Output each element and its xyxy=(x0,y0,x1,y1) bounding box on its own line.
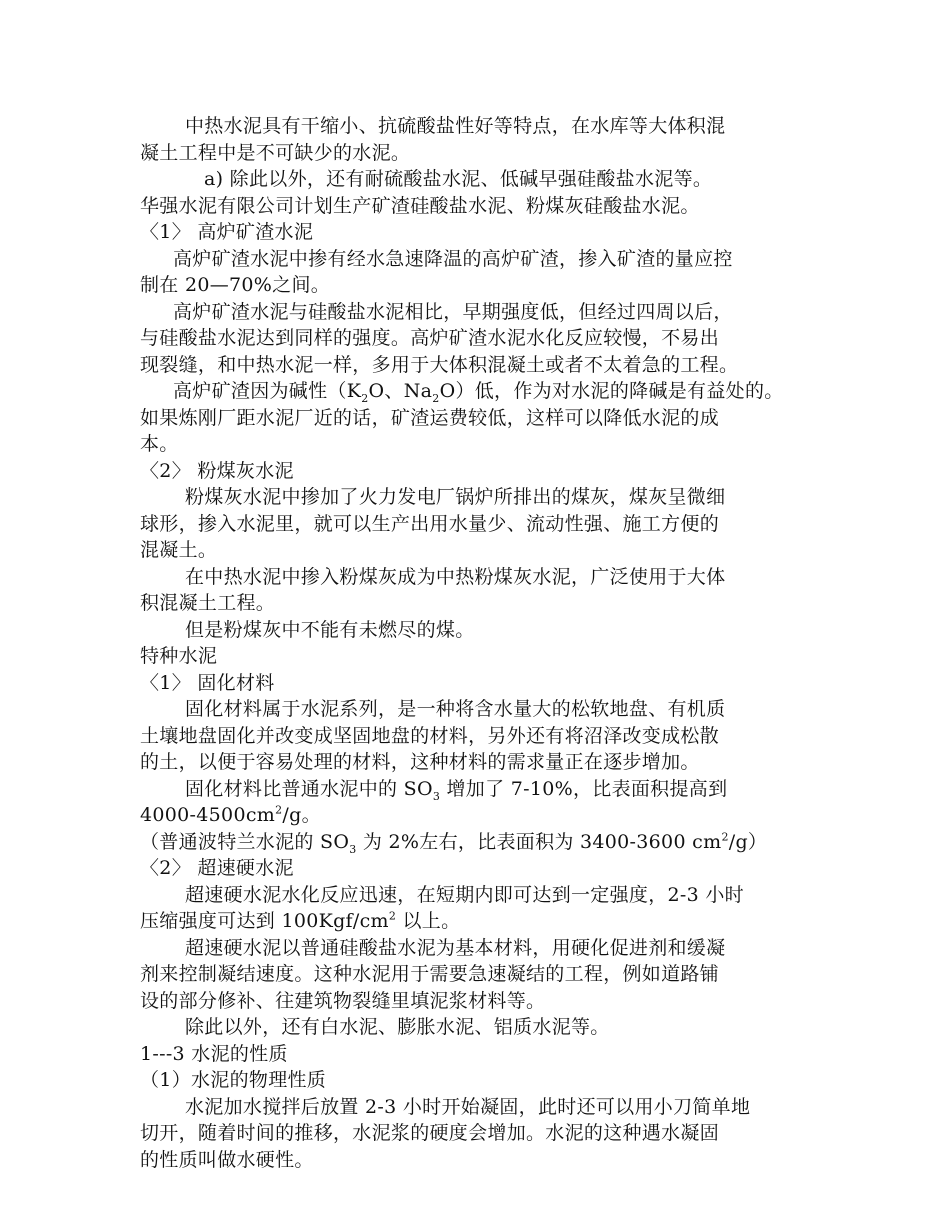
text-line xyxy=(140,643,812,670)
text-line xyxy=(140,988,812,1015)
text-segment: 的土，以便于容易处理的材料，这种材料的需求量正在逐步增加。 xyxy=(140,751,700,773)
text-segment: 本。 xyxy=(140,433,179,455)
text-segment: 在中热水泥中掺入粉煤灰成为中热粉煤灰水泥，广泛使用于大体 xyxy=(185,565,726,588)
superscript: 2 xyxy=(275,803,283,817)
text-line xyxy=(140,564,812,591)
text-line xyxy=(140,670,812,697)
text-line xyxy=(140,617,812,644)
text-line xyxy=(140,749,812,776)
text-line xyxy=(140,166,812,193)
text-line xyxy=(140,723,812,750)
text-line xyxy=(140,1067,812,1094)
text-line xyxy=(140,458,812,485)
text-segment: O、Na xyxy=(368,380,433,402)
subscript: 3 xyxy=(432,789,441,803)
text-line xyxy=(140,537,812,564)
text-line xyxy=(140,405,812,432)
text-line xyxy=(140,511,812,538)
text-segment: 的性质叫做水硬性。 xyxy=(140,1148,314,1171)
text-line xyxy=(140,829,812,856)
text-segment: 除此以外，还有白水泥、膨胀水泥、铝质水泥等。 xyxy=(185,1016,610,1038)
text-segment: 水泥加水搅拌后放置 2-3 小时开始凝固，此时还可以用小刀简单地 xyxy=(185,1095,751,1118)
text-line xyxy=(140,696,812,723)
superscript: 2 xyxy=(388,909,397,923)
text-segment: 土壤地盘固化并改变成坚固地盘的材料，另外还有将沼泽改变成松散 xyxy=(140,724,720,747)
text-line xyxy=(140,1094,812,1121)
text-line xyxy=(140,272,812,299)
text-segment: O）低，作为对水泥的降碱是有益处的。 xyxy=(439,380,784,402)
text-line xyxy=(140,193,812,220)
text-segment: 积混凝土工程。 xyxy=(140,592,276,614)
text-line xyxy=(140,113,812,140)
text-segment: 增加了 7-10%，比表面积提高到 xyxy=(440,777,728,800)
text-line xyxy=(140,1041,812,1068)
text-line xyxy=(140,908,812,935)
text-segment: 与硅酸盐水泥达到同样的强度。高炉矿渣水泥水化反应较慢，不易出 xyxy=(140,327,720,349)
text-segment: 为 2%左右，比表面积为 3400-3600 cm xyxy=(356,830,722,853)
text-segment: 制在 20—70%之间。 xyxy=(140,274,331,296)
text-segment: 混凝土。 xyxy=(140,539,218,561)
text-line xyxy=(140,961,812,988)
text-line xyxy=(140,1147,812,1174)
text-line xyxy=(140,299,812,326)
text-segment: 高炉矿渣水泥与硅酸盐水泥相比，早期强度低，但经过四周以后， xyxy=(173,300,733,323)
text-line xyxy=(140,431,812,458)
text-line xyxy=(140,246,812,273)
text-segment: 但是粉煤灰中不能有未燃尽的煤。 xyxy=(185,618,475,641)
text-segment: 粉煤灰水泥中掺加了火力发电厂锅炉所排出的煤灰，煤灰呈微细 xyxy=(185,486,726,508)
text-line xyxy=(140,325,812,352)
text-segment: /g。 xyxy=(282,804,321,826)
text-segment: （普通波特兰水泥的 SO xyxy=(140,830,350,853)
text-segment: 超速硬水泥水化反应迅速，在短期内即可达到一定强度，2-3 小时 xyxy=(185,883,744,906)
superscript: 2 xyxy=(721,830,729,844)
text-segment: （1）水泥的物理性质 xyxy=(140,1069,327,1091)
text-segment: 〈1〉 高炉矿渣水泥 xyxy=(140,221,314,243)
text-segment: 〈1〉 固化材料 xyxy=(140,671,275,694)
document-page xyxy=(140,113,812,1173)
text-segment: 1---3 水泥的性质 xyxy=(140,1042,288,1065)
text-line xyxy=(140,1014,812,1041)
text-segment: 切开，随着时间的推移，水泥浆的硬度会增加。水泥的这种遇水凝固 xyxy=(140,1122,720,1144)
text-segment: 〈2〉 粉煤灰水泥 xyxy=(140,459,294,482)
text-segment: 中热水泥具有干缩小、抗硫酸盐性好等特点，在水库等大体积混 xyxy=(185,115,726,137)
text-segment: a) 除此以外，还有耐硫酸盐水泥、低碱早强硅酸盐水泥等。 xyxy=(204,168,713,190)
text-segment: 以上。 xyxy=(396,910,461,932)
subscript: 2 xyxy=(432,391,440,405)
text-segment: 凝土工程中是不可缺少的水泥。 xyxy=(140,141,411,164)
text-segment: 超速硬水泥以普通硅酸盐水泥为基本材料，用硬化促进剂和缓凝 xyxy=(185,936,726,959)
subscript: 2 xyxy=(361,391,369,405)
subscript: 3 xyxy=(349,842,357,856)
text-segment: 固化材料属于水泥系列，是一种将含水量大的松软地盘、有机质 xyxy=(185,698,726,720)
text-segment: 固化材料比普通水泥中的 SO xyxy=(185,777,433,800)
text-line xyxy=(140,855,812,882)
text-segment: 现裂缝，和中热水泥一样，多用于大体积混凝土或者不太着急的工程。 xyxy=(140,353,739,376)
text-segment: 球形，掺入水泥里，就可以生产出用水量少、流动性强、施工方便的 xyxy=(140,512,720,535)
text-segment: 高炉矿渣水泥中掺有经水急速降温的高炉矿渣，掺入矿渣的量应控 xyxy=(173,247,733,270)
text-line xyxy=(140,378,812,405)
text-segment: 剂来控制凝结速度。这种水泥用于需要急速凝结的工程，例如道路铺 xyxy=(140,963,720,985)
text-segment: 设的部分修补、往建筑物裂缝里填泥浆材料等。 xyxy=(140,989,546,1012)
text-line xyxy=(140,484,812,511)
text-segment: 华强水泥有限公司计划生产矿渣硅酸盐水泥、粉煤灰硅酸盐水泥。 xyxy=(140,194,700,217)
text-segment: 压缩强度可达到 100Kgf/cm xyxy=(140,910,389,932)
text-line xyxy=(140,776,812,803)
text-segment: /g） xyxy=(728,830,768,853)
text-segment: 如果炼刚厂距水泥厂近的话，矿渣运费较低，这样可以降低水泥的成 xyxy=(140,406,720,429)
text-line xyxy=(140,1120,812,1147)
text-line xyxy=(140,882,812,909)
text-segment: 特种水泥 xyxy=(140,645,218,667)
text-segment: 4000-4500cm xyxy=(140,804,276,826)
text-segment: 〈2〉 超速硬水泥 xyxy=(140,857,294,879)
text-line xyxy=(140,140,812,167)
text-line xyxy=(140,590,812,617)
text-line xyxy=(140,802,812,829)
text-line xyxy=(140,935,812,962)
text-line xyxy=(140,352,812,379)
text-line xyxy=(140,219,812,246)
text-segment: 高炉矿渣因为碱性（K xyxy=(173,380,362,402)
